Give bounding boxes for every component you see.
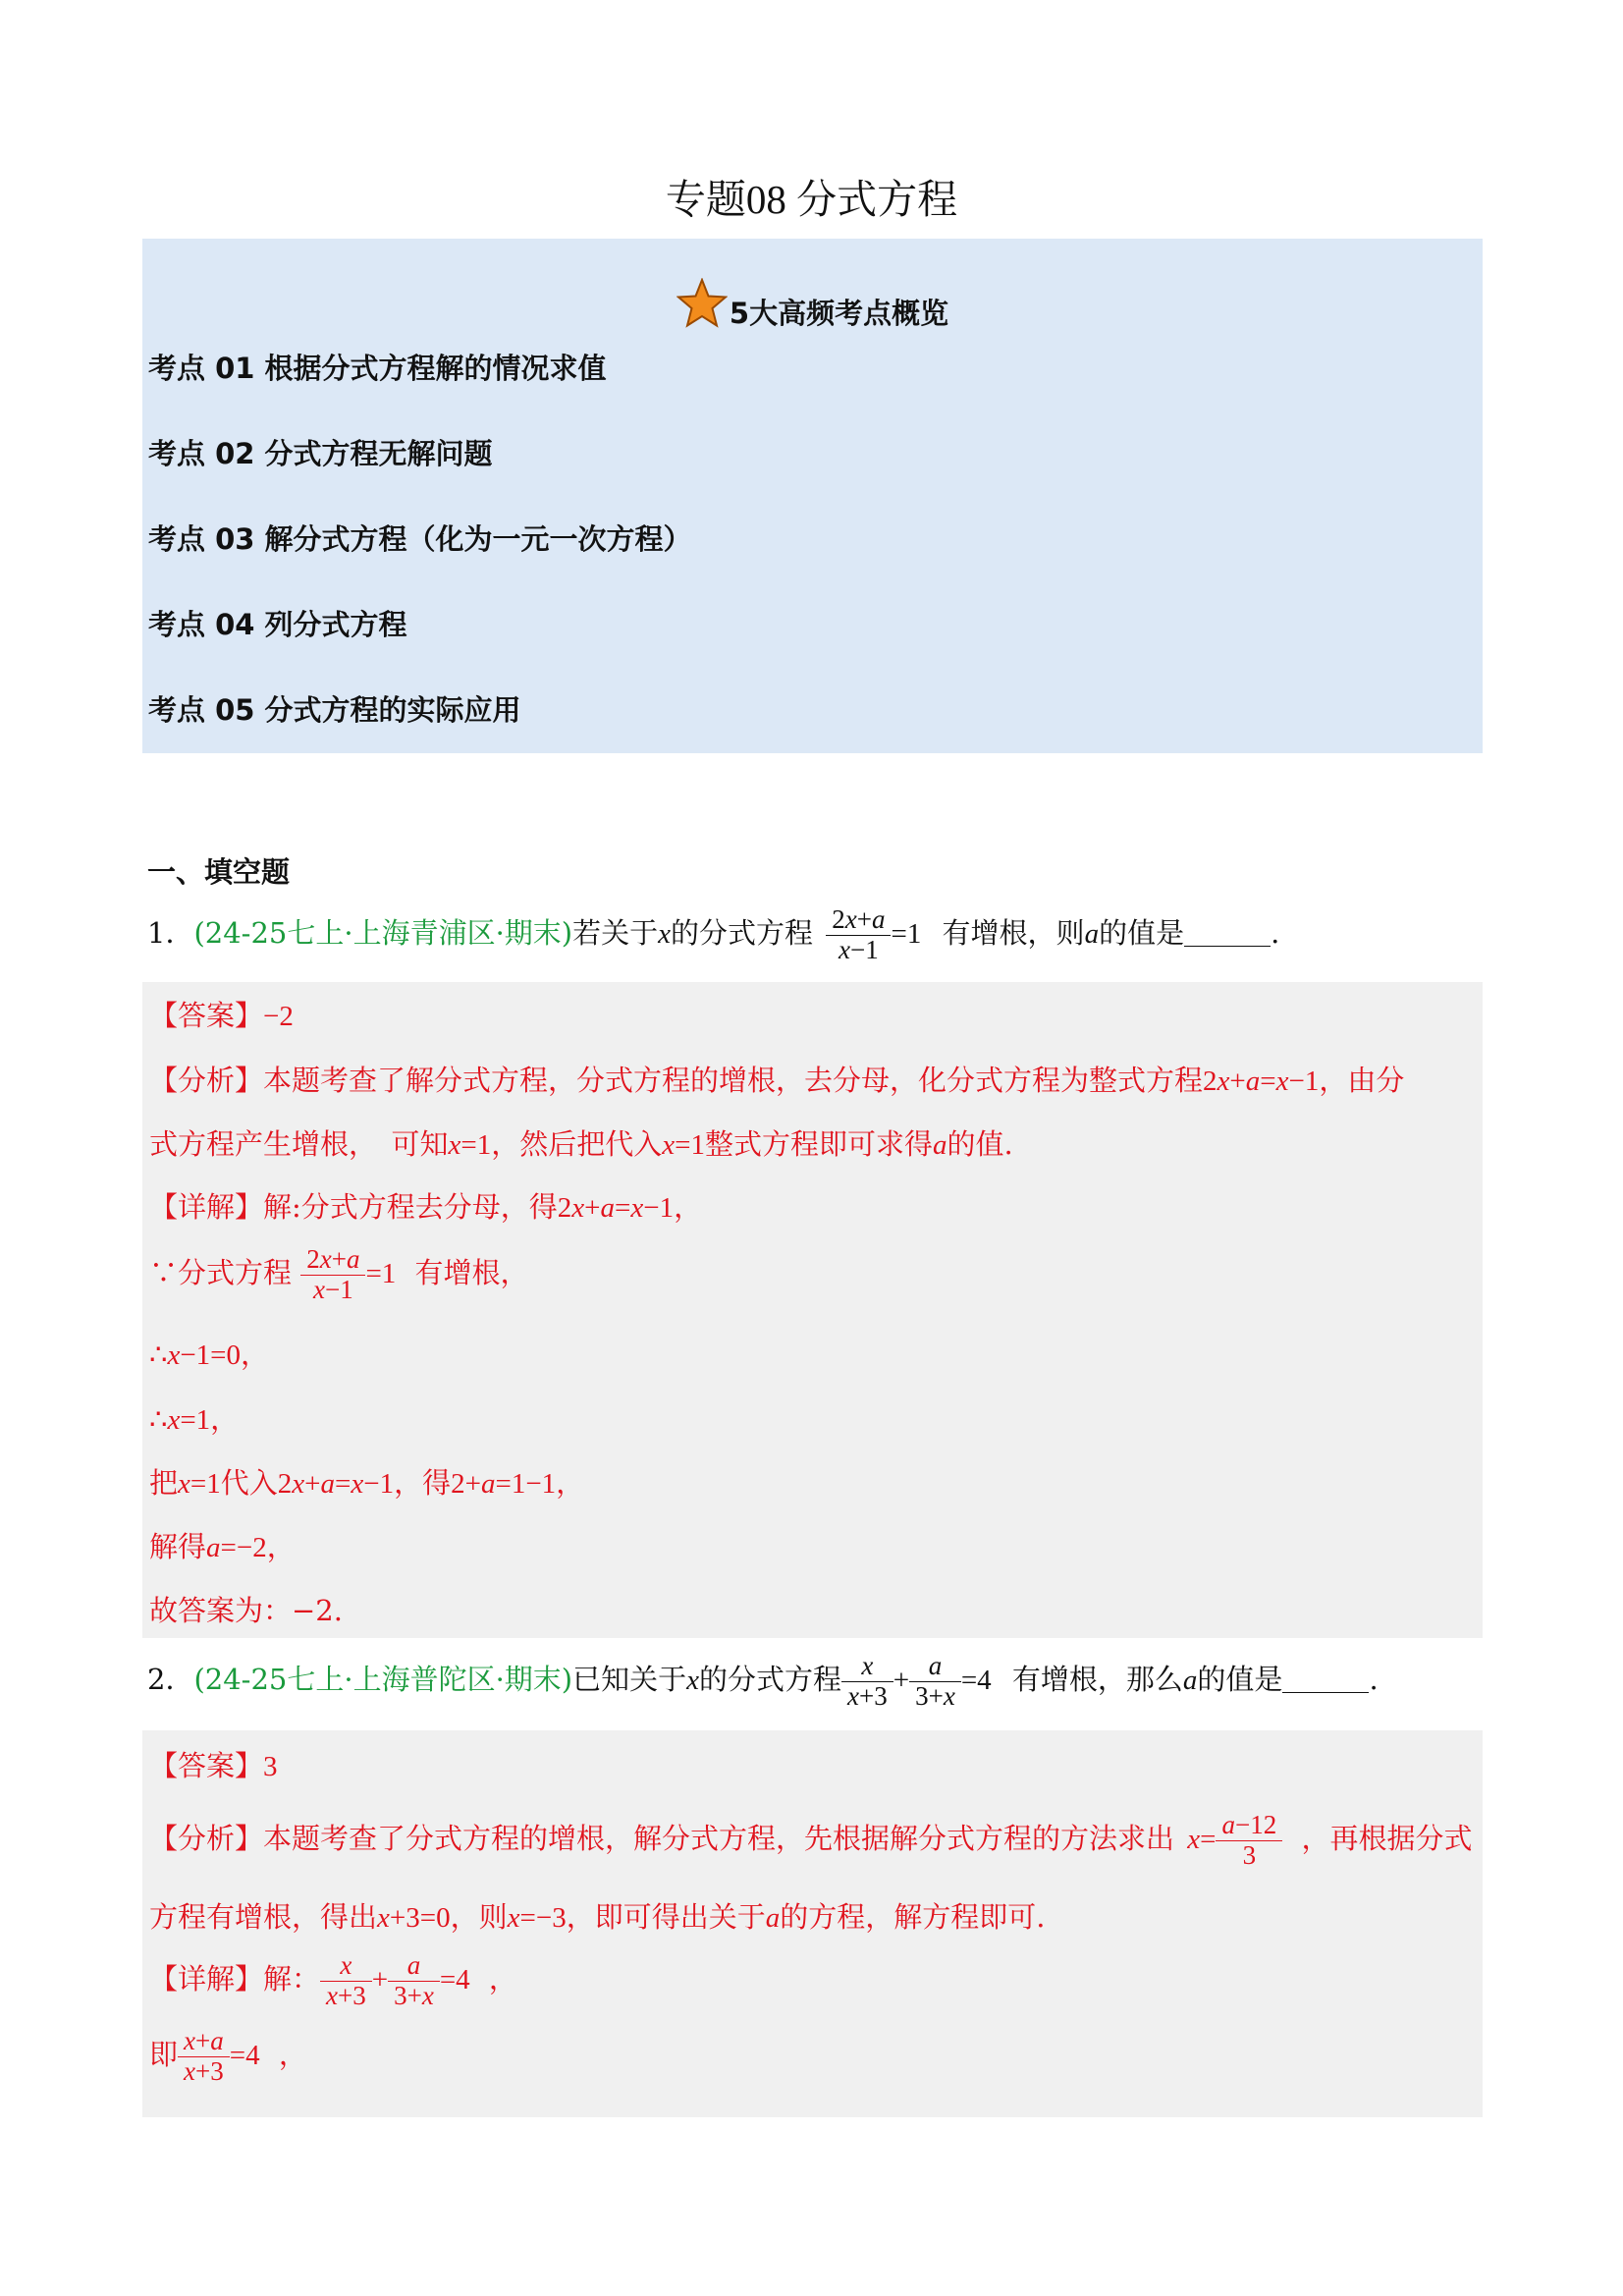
analysis-line: 方程有增根，得出x+3=0，则x=−3，即可得出关于a的方程，解方程即可. [149, 1900, 1046, 1934]
analysis-line: 【分析】本题考查了解分式方程，分式方程的增根，去分母，化分式方程为整式方程2x+a=x−1，由分 [149, 1064, 1405, 1097]
overview-heading [142, 278, 1483, 332]
analysis-text: ，由分 [1319, 1064, 1405, 1097]
detail-text: 解:分式方程去分母，得 [263, 1190, 558, 1224]
answer-line [149, 994, 294, 1034]
topic-item: 考点 02 分式方程无解问题 [148, 437, 493, 470]
detail-text: ∴ [149, 1338, 168, 1371]
solution-box [142, 982, 1483, 1638]
analysis-text: 本题考查了解分式方程，分式方程的增根，去分母，化分式方程为整式方程 [263, 1064, 1204, 1097]
detail-line: 【详解】解:分式方程去分母，得2x+a=x−1， [149, 1190, 703, 1224]
section-heading: 一、填空题 [147, 855, 291, 889]
question-text: 有增根，则 [942, 916, 1085, 951]
fraction: $\frac{x}{x+3}$ [841, 1652, 893, 1711]
analysis-text: 整式方程即可求得 [705, 1127, 934, 1161]
detail-line: 故答案为：−2. [149, 1594, 343, 1627]
solution-box [142, 1730, 1483, 2117]
detail-text: ，得 [394, 1466, 452, 1500]
detail-text: ∴ [149, 1402, 168, 1436]
detail-text: 即 [149, 2038, 179, 2072]
overview-box [142, 239, 1483, 753]
question-text: 的值是 [1197, 1663, 1283, 1697]
detail-line: 解得a=−2， [149, 1530, 296, 1563]
analysis-label: 【分析】 [149, 1064, 264, 1097]
fraction: $\frac{x}{x+3}$ [320, 1951, 372, 2010]
detail-text: 把 [149, 1466, 179, 1500]
answer-value: −2 [263, 1001, 294, 1032]
analysis-text: ，再根据分式 [1301, 1822, 1473, 1856]
answer-label: 【答案】 [149, 1749, 264, 1782]
fraction: $\frac{a}{3+x}$ [909, 1652, 961, 1711]
analysis-line: 式方程产生增根， 可知x=1，然后把代入x=1整式方程即可求得a的值. [149, 1127, 1013, 1161]
analysis-text: 方程有增根，得出 [149, 1900, 378, 1934]
question-2: 2．(24-25七上·上海普陀区·期末)已知关于x的分式方程 $\frac{x}{x+3}$ + $\frac{a}{3+x}$ =4 有增根，那么a的值是 . [147, 1651, 1379, 1711]
detail-text: 解得 [149, 1530, 207, 1563]
detail-line: 【详解】解： $\frac{x}{x+3}$ + $\frac{a}{3+x}$ =4 ， [149, 1950, 517, 2010]
detail-text: 有增根， [414, 1256, 529, 1290]
topic-item: 考点 05 分式方程的实际应用 [148, 693, 521, 727]
answer-line [149, 1744, 278, 1784]
overview-heading-text: 5大高频考点概览 [729, 297, 949, 330]
topic-item: 考点 01 根据分式方程解的情况求值 [148, 352, 607, 385]
detail-text: 代入 [220, 1466, 278, 1500]
detail-text: 解： [263, 1962, 321, 1996]
detail-label: 【详解】 [149, 1962, 264, 1996]
detail-text: ∵分式方程 [149, 1256, 293, 1290]
analysis-text: ，然后把代入 [491, 1127, 663, 1161]
question-number: 1． [147, 916, 194, 951]
question-text: 若关于 [572, 916, 659, 951]
question-source: (24-25七上·上海普陀区·期末) [193, 1663, 573, 1697]
detail-line: 即 $\frac{x+a}{x+3}$ =4 ， [149, 2026, 307, 2086]
fraction: $\frac{2x+a}{x-1}$ [300, 1245, 365, 1304]
answer-blank [1184, 920, 1271, 947]
question-text: 的值是 [1099, 916, 1185, 951]
detail-line: ∴x=1， [149, 1402, 240, 1436]
analysis-text: 本题考查了分式方程的增根，解分式方程，先根据解分式方程的方法求出 [263, 1822, 1175, 1856]
topic-item: 考点 04 列分式方程 [148, 608, 407, 641]
analysis-label: 【分析】 [149, 1822, 264, 1856]
question-text: 有增根，那么 [1011, 1663, 1183, 1697]
detail-line: 把x=1代入2x+a=x−1，得2+a=1−1， [149, 1466, 585, 1500]
question-1: 1．(24-25七上·上海青浦区·期末)若关于x的分式方程 $\frac{2x+a}{x-1}$ =1 有增根，则a的值是 . [147, 904, 1280, 964]
answer-blank [1282, 1667, 1369, 1693]
question-text: 的分式方程 [671, 916, 814, 951]
page-title: 专题08 分式方程 [665, 177, 958, 222]
answer-label: 【答案】 [149, 999, 264, 1032]
question-number: 2． [147, 1663, 194, 1697]
analysis-text: ，即可得出关于 [566, 1900, 766, 1934]
fraction: $\frac{2x+a}{x-1}$ [826, 905, 891, 964]
question-text: 的分式方程 [699, 1663, 842, 1697]
detail-label: 【详解】 [149, 1190, 264, 1224]
star-icon [676, 278, 728, 329]
detail-line: ∵分式方程 $\frac{2x+a}{x-1}$ =1 有增根， [149, 1244, 529, 1304]
fraction: $\frac{x+a}{x+3}$ [178, 2027, 230, 2086]
detail-line: ∴x−1=0， [149, 1338, 270, 1371]
fraction: $\frac{a-12}{3}$ [1216, 1811, 1282, 1870]
analysis-text: ，则 [450, 1900, 508, 1934]
analysis-line: 【分析】本题考查了分式方程的增根，解分式方程，先根据解分式方程的方法求出 x= $\frac{a-12}{3}$ ，再根据分式 [149, 1810, 1473, 1870]
question-source: (24-25七上·上海青浦区·期末) [193, 916, 573, 951]
analysis-text: 的值. [947, 1127, 1013, 1161]
analysis-text: 的方程，解方程即可. [780, 1900, 1046, 1934]
question-text: 已知关于 [572, 1663, 687, 1697]
answer-value: 3 [263, 1751, 278, 1782]
analysis-text: 式方程产生增根， 可知 [149, 1127, 449, 1161]
topic-item: 考点 03 解分式方程（化为一元一次方程） [148, 522, 692, 556]
fraction: $\frac{a}{3+x}$ [388, 1951, 440, 2010]
